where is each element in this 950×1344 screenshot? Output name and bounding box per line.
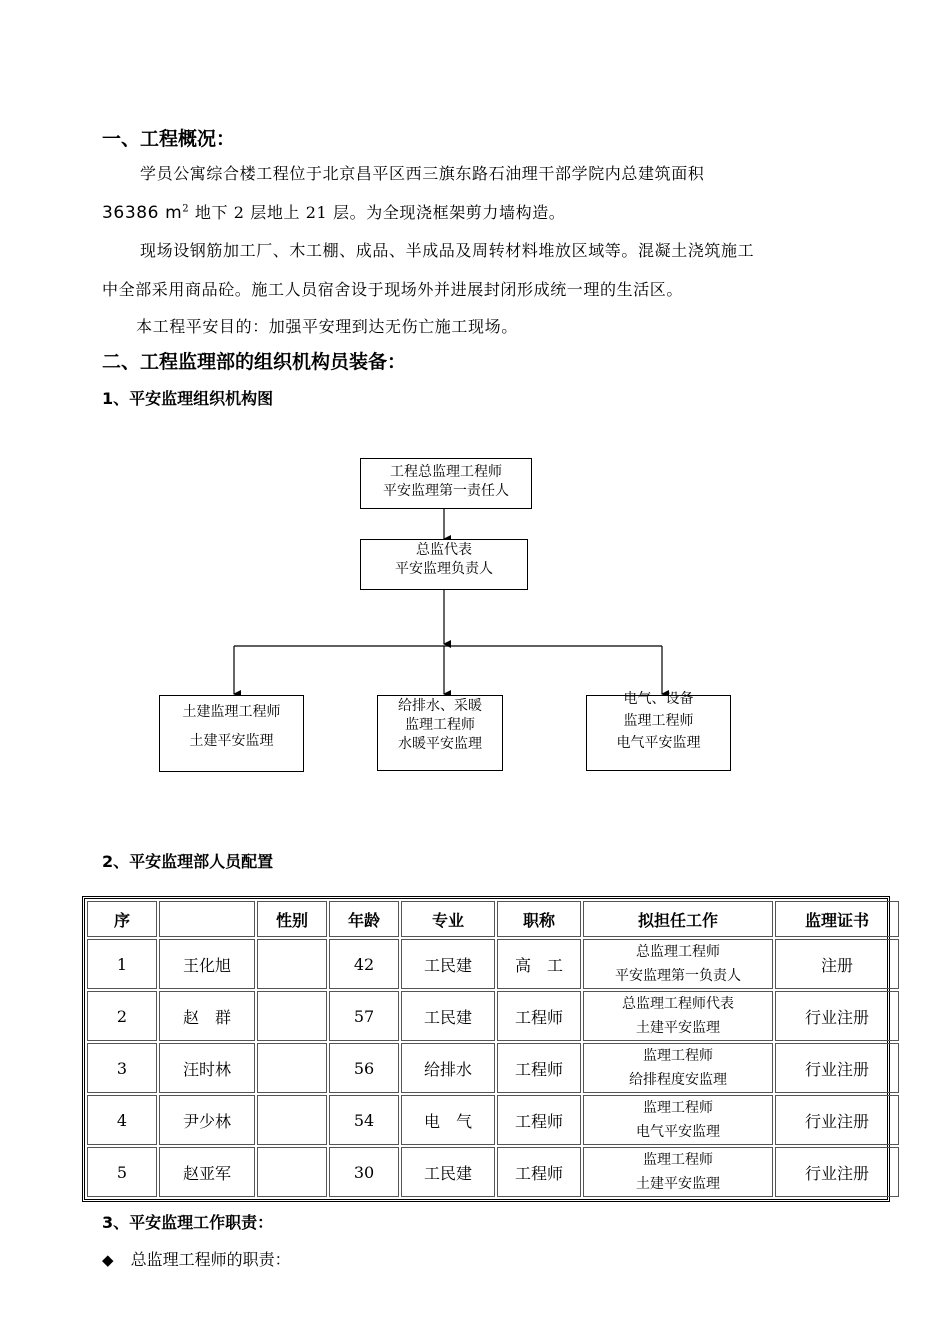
para2-line1: 现场设钢筋加工厂、木工棚、成品、半成品及周转材料堆放区域等。混凝土浇筑施工: [140, 241, 755, 260]
section1-heading: 一、工程概况：: [102, 128, 236, 150]
col-header: 性别: [257, 901, 327, 937]
org-box-deputy: [360, 539, 528, 590]
cell-no: 2: [87, 991, 157, 1041]
cell-age: 42: [329, 939, 399, 989]
cell-name: 赵亚军: [159, 1147, 255, 1197]
col-header: [159, 901, 255, 937]
org-box-line: 工程总监理工程师: [390, 464, 502, 480]
cell-job: [583, 991, 773, 1041]
job-line-1: 监理工程师: [643, 1048, 713, 1064]
job-line-2: 平安监理第一负责人: [615, 968, 741, 984]
org-box-line: 给排水、采暖: [398, 698, 482, 714]
col-header: 序: [87, 901, 157, 937]
org-box-chief-engineer: [360, 458, 532, 509]
area-value: 36386 m: [102, 203, 183, 223]
cell-gender: [257, 991, 327, 1041]
cell-major: 工民建: [401, 1147, 495, 1197]
job-line-1: 监理工程师: [643, 1100, 713, 1116]
cell-job: [583, 1043, 773, 1093]
job-line-1: 总监理工程师代表: [622, 996, 734, 1012]
subsection3-heading: 3、平安监理工作职责：: [102, 1213, 274, 1232]
cell-major: 工民建: [401, 939, 495, 989]
cell-gender: [257, 939, 327, 989]
cell-name: 王化旭: [159, 939, 255, 989]
cell-cert: 行业注册: [775, 1147, 899, 1197]
org-box-line: 监理工程师: [623, 713, 694, 729]
job-line-2: 土建平安监理: [636, 1176, 720, 1192]
cell-job: [583, 939, 773, 989]
table-row: [87, 991, 899, 1041]
org-box-line: 土建平安监理: [189, 733, 274, 749]
table-header-row: [87, 901, 899, 937]
para3: 本工程平安目的：加强平安理到达无伤亡施工现场。: [136, 317, 518, 336]
para1-line2-rest: 地下 2 层地上 21 层。为全现浇框架剪力墙构造。: [189, 203, 566, 222]
staff-table: [82, 896, 890, 1202]
table-row: [87, 1095, 899, 1145]
cell-name: 尹少林: [159, 1095, 255, 1145]
subsection2-heading: 2、平安监理部人员配置: [102, 852, 274, 871]
org-box-line: 电气平安监理: [616, 735, 701, 751]
cell-cert: 行业注册: [775, 1095, 899, 1145]
org-box-line: 电气、设备: [623, 691, 694, 707]
table-row: [87, 1147, 899, 1197]
cell-no: 4: [87, 1095, 157, 1145]
cell-major: 给排水: [401, 1043, 495, 1093]
section2-heading: 二、工程监理部的组织机构员装备：: [102, 351, 407, 373]
cell-title: 工程师: [497, 1043, 581, 1093]
cell-age: 57: [329, 991, 399, 1041]
org-box-plumbing: [377, 695, 503, 771]
col-header: 年龄: [329, 901, 399, 937]
cell-no: 5: [87, 1147, 157, 1197]
org-box-line: 平安监理第一责任人: [383, 483, 509, 499]
table-row: [87, 939, 899, 989]
bullet-text: 总监理工程师的职责：: [130, 1250, 291, 1269]
subsection1-heading: 1、平安监理组织机构图: [102, 389, 274, 408]
org-box-line: 平安监理负责人: [395, 561, 493, 577]
org-box-line: 总监代表: [416, 542, 472, 558]
cell-title: 工程师: [497, 1095, 581, 1145]
cell-gender: [257, 1095, 327, 1145]
col-header: 监理证书: [775, 901, 899, 937]
cell-gender: [257, 1147, 327, 1197]
cell-age: 54: [329, 1095, 399, 1145]
org-box-electrical: [586, 691, 731, 771]
job-line-2: 给排程度安监理: [629, 1072, 727, 1088]
cell-no: 1: [87, 939, 157, 989]
org-box-line: 土建监理工程师: [182, 704, 281, 720]
bullet-item: [102, 1247, 291, 1270]
cell-major: 工民建: [401, 991, 495, 1041]
org-box-line: 监理工程师: [405, 717, 475, 733]
job-line-2: 土建平安监理: [636, 1020, 720, 1036]
cell-age: 30: [329, 1147, 399, 1197]
cell-name: 汪时林: [159, 1043, 255, 1093]
cell-cert: 注册: [775, 939, 899, 989]
para1-line1: 学员公寓综合楼工程位于北京昌平区西三旗东路石油理干部学院内总建筑面积: [140, 164, 705, 183]
diamond-bullet-icon: ◆: [102, 1251, 114, 1269]
cell-age: 56: [329, 1043, 399, 1093]
org-box-line: 水暖平安监理: [398, 736, 482, 752]
col-header: 专业: [401, 901, 495, 937]
cell-no: 3: [87, 1043, 157, 1093]
cell-job: [583, 1095, 773, 1145]
col-header: 职称: [497, 901, 581, 937]
cell-gender: [257, 1043, 327, 1093]
cell-job: [583, 1147, 773, 1197]
job-line-1: 总监理工程师: [636, 944, 720, 960]
cell-title: 工程师: [497, 1147, 581, 1197]
cell-major: 电 气: [401, 1095, 495, 1145]
job-line-2: 电气平安监理: [636, 1124, 720, 1140]
cell-name: 赵 群: [159, 991, 255, 1041]
org-box-civil: [159, 695, 304, 772]
cell-title: 高 工: [497, 939, 581, 989]
cell-cert: 行业注册: [775, 991, 899, 1041]
cell-title: 工程师: [497, 991, 581, 1041]
para2-line2: 中全部采用商品砼。施工人员宿舍设于现场外并进展封闭形成统一理的生活区。: [102, 280, 684, 299]
col-header: 拟担任工作: [583, 901, 773, 937]
table-row: [87, 1043, 899, 1093]
cell-cert: 行业注册: [775, 1043, 899, 1093]
job-line-1: 监理工程师: [643, 1152, 713, 1168]
area-unit-superscript: 2: [182, 203, 190, 215]
